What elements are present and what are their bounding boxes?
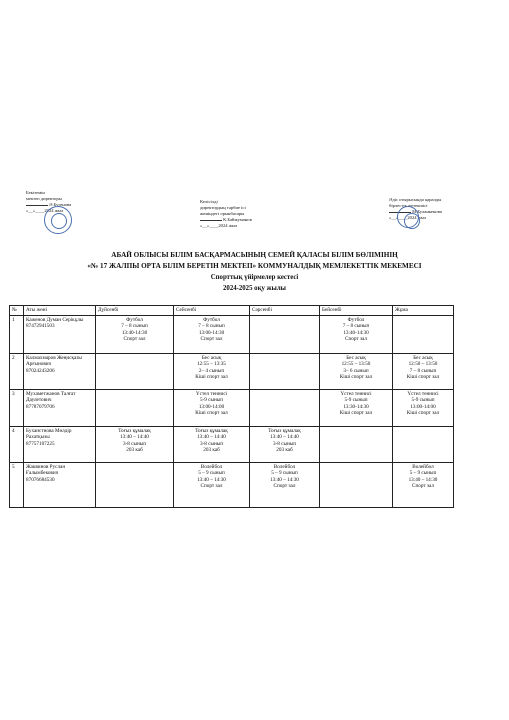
- class-line: 5 – 9 сынып: [198, 470, 225, 477]
- teacher-line: 87472941503: [26, 323, 55, 330]
- teacher-cell: [24, 427, 96, 463]
- approval-middle-line1: Келісілді: [200, 199, 218, 204]
- row-number: 1: [10, 316, 24, 354]
- signature-line: [200, 220, 222, 221]
- class-line: 13:40 – 14:30: [270, 476, 299, 483]
- class-line: 13:00-14:00: [410, 403, 436, 410]
- class-line: 12:55 – 13:50: [341, 361, 371, 368]
- class-line: Кіші спорт зал: [406, 373, 440, 380]
- class-line: 3-8 сынып: [199, 440, 224, 447]
- teacher-cell: [24, 316, 96, 354]
- class-line: Кіші спорт зал: [195, 409, 228, 416]
- class-line: Үстел теннисі: [407, 391, 439, 397]
- class-line: Тоғыз құмалақ: [268, 428, 301, 434]
- official-seal: [44, 206, 72, 234]
- class-line: Спорт зал: [200, 335, 223, 342]
- tuesday-class-cell: [174, 427, 250, 463]
- row-number: 4: [10, 427, 24, 463]
- class-line: Тоғыз құмалақ: [195, 428, 228, 434]
- class-line: Кіші спорт зал: [339, 409, 373, 416]
- teacher-line: 87024243206: [26, 367, 55, 374]
- approval-left-line2: мектеп директоры: [26, 196, 62, 201]
- class-line: 203 каб: [203, 446, 220, 453]
- wednesday-class-cell: [250, 316, 320, 354]
- teacher-line: Калмахмаров Жеңисқазы: [26, 355, 82, 361]
- thursday-class-cell: [320, 390, 393, 427]
- col-thursday-header: Бейсенбі: [320, 306, 393, 316]
- thursday-class-cell: [320, 316, 393, 354]
- class-line: 3– 6 сынып: [343, 367, 369, 374]
- class-line: Футбол: [126, 317, 143, 323]
- table-row: [10, 463, 454, 508]
- class-line: Спорт зал: [200, 482, 223, 489]
- teacher-line: Мухаметжанов Талғат: [26, 391, 76, 397]
- class-line: Футбол: [203, 317, 220, 323]
- class-line: Футбол: [347, 317, 365, 323]
- class-line: 5 – 9 сынып: [271, 470, 298, 477]
- class-line: 203 каб: [276, 446, 293, 453]
- class-line: Кіші спорт зал: [195, 373, 228, 380]
- class-line: Бес асық: [346, 355, 366, 361]
- class-line: Кіші спорт зал: [406, 409, 440, 416]
- thursday-class-cell: [320, 354, 393, 390]
- class-line: 7 – 8 сынып: [121, 323, 148, 330]
- class-line: 13:40-14:30: [121, 329, 148, 336]
- col-wednesday-header: Сәрсенбі: [250, 306, 320, 316]
- class-line: Спорт зал: [123, 335, 146, 342]
- schedule-table: [9, 305, 454, 508]
- signature-line: [26, 205, 48, 206]
- class-line: 7 – 8 сынып: [409, 367, 437, 374]
- class-line: 13:40 – 14:30: [197, 476, 226, 483]
- teacher-line: Жаквинов Руслан: [26, 464, 66, 470]
- approval-right-line1: Әдіс отырысында қаралды: [389, 197, 442, 202]
- row-number: 2: [10, 354, 24, 390]
- teacher-line: Даулетович: [26, 397, 52, 404]
- wednesday-class-cell: [250, 354, 320, 390]
- org-title-line1: АБАЙ ОБЛЫСЫ БІЛІМ БАСҚАРМАСЫНЫҢ СЕМЕЙ ҚАЛАСЫ БІЛІМ БӨЛІМІНІҢ: [111, 251, 398, 259]
- class-line: Спорт зал: [412, 482, 434, 489]
- teacher-cell: [24, 354, 96, 390]
- approval-middle-line5: «__»____2024 жыл: [200, 223, 238, 228]
- wednesday-class-cell: [250, 463, 320, 508]
- col-tuesday-header: Сейсенбі: [174, 306, 250, 316]
- thursday-class-cell: [320, 427, 393, 463]
- monday-class-cell: [96, 390, 174, 427]
- class-line: 13:00-14:30: [198, 329, 225, 336]
- class-line: 13:30-14:30: [343, 403, 369, 410]
- class-line: Бес асық: [201, 355, 222, 361]
- approval-middle-line2: директордың тәрбие ісі: [200, 205, 246, 210]
- class-line: 3-8 сынып: [122, 440, 147, 447]
- teacher-line: Рахатқызы: [26, 434, 50, 441]
- col-friday-header: Жұма: [393, 306, 454, 316]
- table-row: [10, 354, 454, 390]
- monday-class-cell: [96, 316, 174, 354]
- tuesday-class-cell: [174, 390, 250, 427]
- friday-class-cell: [393, 316, 454, 354]
- class-line: Үстел теннисі: [195, 391, 228, 397]
- monday-class-cell: [96, 427, 174, 463]
- friday-class-cell: [393, 354, 454, 390]
- class-line: Волейбол: [200, 464, 223, 470]
- col-name-header: Аты жөні: [24, 306, 96, 316]
- friday-class-cell: [393, 427, 454, 463]
- wednesday-class-cell: [250, 390, 320, 427]
- schedule-body: [10, 316, 454, 508]
- teacher-line: 87076684530: [26, 476, 55, 483]
- class-line: 203 каб: [126, 446, 143, 453]
- official-seal: [397, 206, 419, 228]
- col-number-header: №: [10, 306, 24, 316]
- class-line: 13:40 – 14:30: [408, 476, 438, 483]
- class-line: 13:40-14:30: [343, 329, 369, 336]
- thursday-class-cell: [320, 463, 393, 508]
- teacher-cell: [24, 463, 96, 508]
- teacher-cell: [24, 390, 96, 427]
- class-line: 13:40 – 14:40: [120, 434, 149, 441]
- friday-class-cell: [393, 463, 454, 508]
- class-line: Спорт зал: [273, 482, 296, 489]
- class-line: 5-9 сынып: [411, 397, 435, 404]
- class-line: Тоғыз құмалақ: [118, 428, 151, 434]
- table-row: [10, 390, 454, 427]
- class-line: Спорт зал: [345, 335, 367, 342]
- teacher-line: 87757107225: [26, 440, 55, 447]
- class-line: 12:50 – 13:50: [408, 361, 438, 368]
- class-line: Үстел теннисі: [340, 391, 372, 397]
- teacher-line: 87787079706: [26, 403, 55, 410]
- teacher-line: Буханстнова Мөлдір: [26, 428, 72, 434]
- class-line: 7 – 8 сынып: [198, 323, 225, 330]
- tuesday-class-cell: [174, 354, 250, 390]
- monday-class-cell: [96, 463, 174, 508]
- approval-right-line4: «__»____2024 жыл: [389, 215, 427, 220]
- class-line: 3-8 сынып: [272, 440, 297, 447]
- teacher-line: Арғынович: [26, 361, 52, 368]
- schedule-title: Спорттық үйірмелер кестесі: [210, 274, 299, 281]
- row-number: 3: [10, 390, 24, 427]
- header-row: [10, 306, 454, 316]
- approval-left-line4: «__»____2024 жыл: [26, 208, 64, 213]
- class-line: 7 – 8 сынып: [342, 323, 370, 330]
- approval-middle-line3: жөніндегі орынбасары: [200, 211, 245, 216]
- class-line: Волейбол: [412, 464, 434, 470]
- class-line: 5-9 сынып: [344, 397, 368, 404]
- class-line: 13:00-14:00: [198, 403, 225, 410]
- class-line: Бес асық: [413, 355, 433, 361]
- academic-year: 2024-2025 оқу жылы: [223, 285, 286, 292]
- table-row: [10, 427, 454, 463]
- class-line: 13:40 – 14:40: [197, 434, 226, 441]
- tuesday-class-cell: [174, 463, 250, 508]
- class-line: 5 – 9 сынып: [409, 470, 437, 477]
- teacher-line: Каженов Думан Серікұлы: [26, 317, 84, 323]
- friday-class-cell: [393, 390, 454, 427]
- approval-left-line1: Бекітемін: [26, 190, 45, 195]
- class-line: 12:55 – 13:35: [197, 361, 226, 368]
- approval-middle-line4: К.Байжуманов: [223, 217, 252, 222]
- class-line: Кіші спорт зал: [339, 373, 373, 380]
- class-line: 13:40 – 14:40: [270, 434, 299, 441]
- tuesday-class-cell: [174, 316, 250, 354]
- approval-left-line3: Ә.Бугенова: [49, 202, 72, 207]
- org-title-line2: «№ 17 ЖАЛПЫ ОРТА БІЛІМ БЕРЕТІН МЕКТЕП» КОММУНАЛДЫҚ МЕМЛЕКЕТТІК МЕКЕМЕСІ: [87, 262, 422, 270]
- teacher-line: Ғалымбекович: [26, 470, 59, 477]
- row-number: 5: [10, 463, 24, 508]
- monday-class-cell: [96, 354, 174, 390]
- approval-right-line2: бірлестік жетекшісі: [389, 203, 428, 208]
- table-row: [10, 316, 454, 354]
- class-line: 2– 4 сынып: [198, 367, 225, 374]
- class-line: Волейбол: [273, 464, 296, 470]
- approval-right-line3: М.Буланкенова: [412, 209, 442, 214]
- approval-middle: [200, 199, 252, 229]
- col-monday-header: Дүйсенбі: [96, 306, 174, 316]
- wednesday-class-cell: [250, 427, 320, 463]
- class-line: 5-9 сынып: [199, 397, 224, 404]
